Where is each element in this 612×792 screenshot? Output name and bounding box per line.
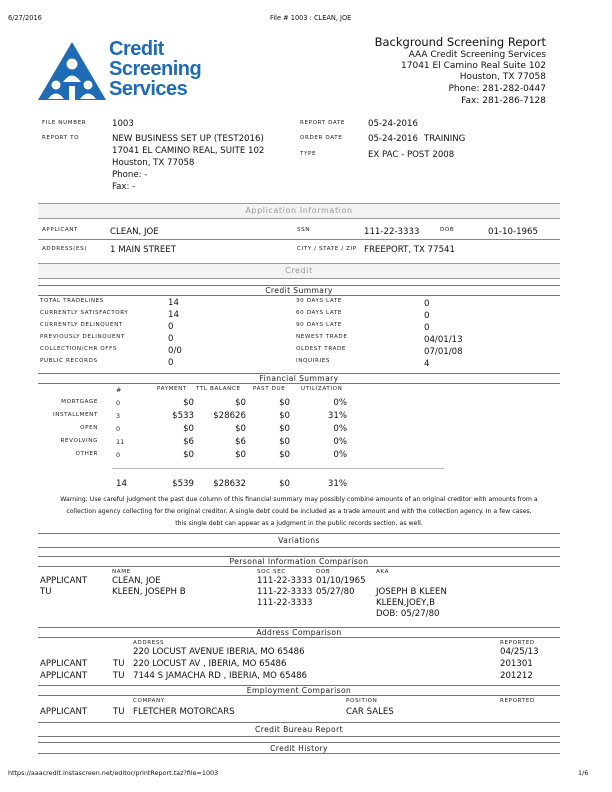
summary-value: 0 [168, 334, 174, 344]
personal-row-dob: 05/27/80 [316, 587, 355, 597]
fin-row-payment: $6 [183, 437, 194, 447]
variations-header: Variations [38, 533, 560, 548]
personal-row-soc: 111-22-3333 [257, 587, 313, 597]
print-page-number: 1/6 [578, 769, 589, 777]
employment-row-bureau: TU [113, 707, 125, 717]
fin-row-count: 11 [116, 438, 125, 446]
address-row-source: APPLICANT [40, 659, 88, 669]
applicant-address: 1 MAIN STREET [110, 245, 176, 255]
report-to-label: REPORT TO [42, 135, 80, 141]
summary-value: 14 [168, 298, 179, 308]
address-row-address: 220 LOCUST AVENUE IBERIA, MO 65486 [133, 647, 305, 657]
fin-row-past-due: $0 [279, 424, 290, 434]
fin-col-utilization: UTILIZATION [301, 386, 343, 392]
city-label: CITY / STATE / ZIP [297, 246, 357, 252]
fin-row-label: OPEN [80, 425, 98, 431]
summary-value: 04/01/13 [424, 335, 463, 345]
fin-row-payment: $533 [172, 411, 194, 421]
report-to-name: NEW BUSINESS SET UP (TEST2016) [112, 134, 264, 144]
personal-row-soc: 111-22-3333 [257, 598, 313, 608]
logo-word-services: Services [109, 78, 188, 100]
employment-row-company: FLETCHER MOTORCARS [133, 707, 235, 717]
personal-col-soc: SOC SEC [257, 569, 286, 575]
fin-row-payment: $0 [183, 398, 194, 408]
fin-row-count: 0 [116, 425, 121, 433]
address-row-reported: 04/25/13 [500, 647, 539, 657]
employment-row-source: APPLICANT [40, 707, 88, 717]
logo-word-credit: Credit [109, 38, 164, 60]
report-date-label: REPORT DATE [300, 120, 346, 126]
summary-label: PREVIOUSLY DELINQUENT [40, 334, 125, 340]
applicant-city: FREEPORT, TX 77541 [364, 245, 455, 255]
fin-row-balance: $0 [235, 424, 246, 434]
personal-row-aka: JOSEPH B KLEEN [376, 587, 447, 597]
personal-row-soc: 111-22-3333 [257, 576, 313, 586]
fin-row-balance: $6 [235, 437, 246, 447]
fin-row-utilization: 0% [333, 450, 347, 460]
summary-label: INQUIRIES [296, 358, 331, 364]
type-label: TYPE [300, 151, 317, 157]
fin-row-label: MORTGAGE [61, 399, 98, 405]
summary-label: CURRENTLY DELINQUENT [40, 322, 123, 328]
report-to-fax: Fax: - [112, 182, 136, 192]
report-to-phone: Phone: - [112, 170, 148, 180]
dob-label: DOB [440, 227, 455, 233]
fin-row-payment: $0 [183, 450, 194, 460]
fin-row-count: 0 [116, 399, 121, 407]
company-logo [36, 38, 212, 104]
fin-col-balance: TTL BALANCE [196, 386, 241, 392]
print-page-title: File # 1003 : CLEAN, JOE [270, 14, 352, 22]
summary-value: 07/01/08 [424, 347, 463, 357]
print-date: 6/27/2016 [8, 14, 42, 22]
application-info-header: Application Information [38, 203, 560, 219]
summary-label: PUBLIC RECORDS [40, 358, 98, 364]
order-date: 05-24-2016 [368, 134, 418, 144]
company-name: AAA Credit Screening Services [408, 50, 546, 60]
ssn-label: SSN [297, 227, 311, 233]
employment-col-reported: REPORTED [500, 698, 535, 704]
report-to-address2: Houston, TX 77058 [112, 158, 195, 168]
fin-total-utilization: 31% [327, 479, 347, 489]
personal-col-name: NAME [112, 569, 131, 575]
applicant-name: CLEAN, JOE [110, 227, 159, 237]
address-row-address: 7144 S JAMACHA RD , IBERIA, MO 65486 [133, 671, 308, 681]
fin-row-count: 3 [116, 412, 121, 420]
report-title: Background Screening Report [374, 35, 546, 49]
fin-row-label: OTHER [75, 451, 98, 457]
file-number-label: FILE NUMBER [42, 120, 87, 126]
address-row-source: APPLICANT [40, 671, 88, 681]
summary-value: 0 [424, 299, 430, 309]
personal-row-aka: DOB: 05/27/80 [376, 609, 440, 619]
summary-label: CURRENTLY SATISFACTORY [40, 310, 129, 316]
fin-total-payment: $539 [172, 479, 194, 489]
address-row-bureau: TU [113, 659, 125, 669]
fin-row-balance: $0 [235, 450, 246, 460]
fin-row-utilization: 31% [327, 411, 347, 421]
employment-row-position: CAR SALES [346, 707, 394, 717]
order-type-note: TRAINING [424, 134, 466, 144]
financial-warning [38, 494, 560, 530]
report-type: EX PAC - POST 2008 [368, 150, 455, 160]
employment-col-company: COMPANY [133, 698, 165, 704]
personal-row-name: KLEEN, JOSEPH B [112, 587, 186, 597]
summary-label: 30 DAYS LATE [296, 298, 343, 304]
company-address2: Houston, TX 77058 [459, 72, 546, 82]
summary-label: 60 DAYS LATE [296, 310, 343, 316]
address-col-reported: REPORTED [500, 640, 535, 646]
divider [112, 468, 444, 469]
address-row-reported: 201212 [500, 671, 533, 681]
fin-row-balance: $0 [235, 398, 246, 408]
fin-col-count: # [116, 386, 122, 394]
credit-section-header: Credit [38, 263, 560, 279]
fin-total-past-due: $0 [279, 479, 290, 489]
applicant-ssn: 111-22-3333 [364, 227, 420, 237]
applicant-label: APPLICANT [42, 227, 79, 233]
fin-row-past-due: $0 [279, 450, 290, 460]
fin-row-utilization: 0% [333, 424, 347, 434]
report-date: 05-24-2016 [368, 119, 418, 129]
personal-row-source: TU [40, 587, 52, 597]
summary-value: 0 [424, 311, 430, 321]
fin-row-count: 0 [116, 451, 121, 459]
address-label: ADDRESS(ES) [42, 246, 88, 252]
summary-value: 14 [168, 310, 179, 320]
address-row-reported: 201301 [500, 659, 533, 669]
fin-total-count: 14 [116, 479, 127, 489]
address-row-bureau: TU [113, 671, 125, 681]
summary-value: 0 [168, 358, 174, 368]
report-to-address1: 17041 EL CAMINO REAL, SUITE 102 [112, 146, 265, 156]
credit-history-header: Credit History [38, 742, 560, 754]
employment-comparison-header: Employment Comparison [38, 685, 560, 696]
warning-line: this single debt can appear as a judgment in the public records section, as well. [175, 520, 423, 527]
logo-word-screening: Screening [109, 58, 202, 80]
fin-row-past-due: $0 [279, 411, 290, 421]
summary-label: 90 DAYS LATE [296, 322, 343, 328]
fin-row-balance: $28626 [213, 411, 246, 421]
fin-row-utilization: 0% [333, 398, 347, 408]
summary-label: OLDEST TRADE [296, 346, 347, 352]
fin-total-balance: $28632 [213, 479, 246, 489]
financial-summary-header: Financial Summary [38, 373, 560, 384]
summary-value: 0 [168, 322, 174, 332]
summary-value: 0/0 [168, 346, 182, 356]
address-comparison-header: Address Comparison [38, 627, 560, 638]
summary-label: COLLECTION/CHR OFFS [40, 346, 117, 352]
company-address1: 17041 El Camino Real Suite 102 [401, 61, 546, 71]
divider [38, 239, 560, 240]
personal-row-dob: 01/10/1965 [316, 576, 366, 586]
employment-col-position: POSITION [346, 698, 378, 704]
address-row-address: 220 LOCUST AV , IBERIA, MO 65486 [133, 659, 287, 669]
fin-row-label: INSTALLMENT [53, 412, 98, 418]
summary-value: 0 [424, 323, 430, 333]
fin-row-past-due: $0 [279, 437, 290, 447]
warning-line: collection agency collecting for the original creditor. A single debt could be included as a trade amount and with the collection agency. In a few cases, [66, 508, 532, 515]
company-phone: Phone: 281-282-0447 [448, 84, 546, 94]
applicant-dob: 01-10-1965 [488, 227, 538, 237]
file-number: 1003 [112, 119, 134, 129]
personal-comparison-header: Personal Information Comparison [38, 556, 560, 567]
personal-row-aka: KLEEN,JOEY,B [376, 598, 436, 608]
fin-row-label: REVOLVING [60, 438, 98, 444]
summary-label: NEWEST TRADE [296, 334, 348, 340]
personal-row-source: APPLICANT [40, 576, 88, 586]
print-url: https://aaacredit.instascreen.net/editor/printReport.taz?file=1003 [8, 769, 219, 777]
credit-summary-header: Credit Summary [38, 285, 560, 296]
personal-col-aka: AKA [376, 569, 390, 575]
personal-col-dob: DOB [316, 569, 331, 575]
fin-col-past-due: PAST DUE [253, 386, 286, 392]
company-fax: Fax: 281-286-7128 [461, 96, 546, 106]
address-col-address: ADDRESS [133, 640, 165, 646]
credit-bureau-report-header: Credit Bureau Report [38, 722, 560, 737]
order-date-label: ORDER DATE [300, 135, 343, 141]
fin-col-payment: PAYMENT [157, 386, 187, 392]
summary-label: TOTAL TRADELINES [40, 298, 104, 304]
warning-line: Warning; Use careful judgment the past due column of this financial summary may possibly combine amounts of an original creditor with amounts from a [60, 496, 538, 503]
summary-value: 4 [424, 359, 430, 369]
fin-row-payment: $0 [183, 424, 194, 434]
fin-row-utilization: 0% [333, 437, 347, 447]
fin-row-past-due: $0 [279, 398, 290, 408]
triangle-people-icon [36, 40, 108, 102]
personal-row-name: CLEAN, JOE [112, 576, 161, 586]
